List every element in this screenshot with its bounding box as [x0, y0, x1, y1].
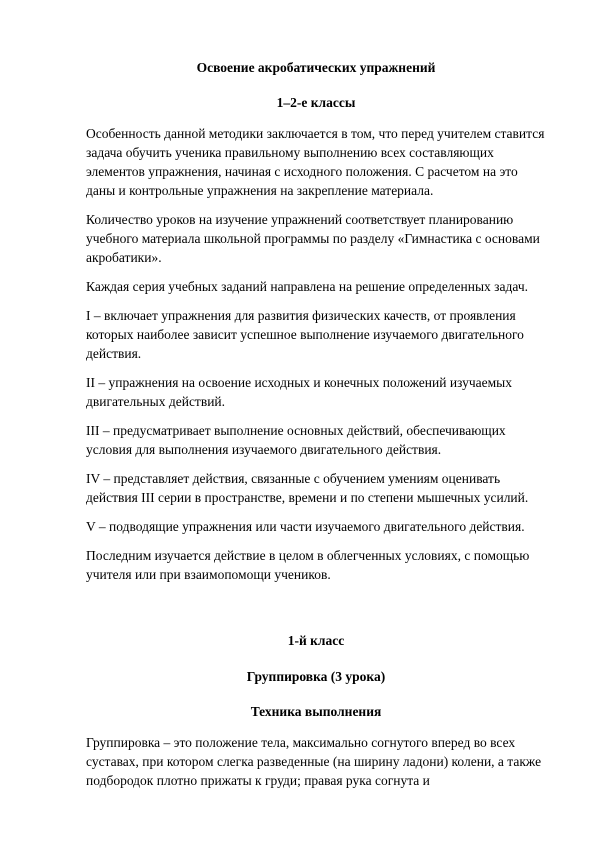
document-title: Освоение акробатических упражнений	[196, 60, 436, 75]
paragraph-methodology: Особенность данной методики заключается в том, что перед учителем ставится задача обучить ученика правильному выполнению всех составляющих элементов упражнения, начиная с исходного положения. С расчетом на это даны и контрольные упражнения на закрепление материала.	[86, 126, 545, 198]
paragraph-lesson-count: Количество уроков на изучение упражнений соответствует планированию учебного материала школьной программы по разделу «Гимнастика с основами акробатики».	[86, 212, 540, 265]
section-topic-heading: Группировка (3 урока)	[246, 669, 386, 684]
paragraph-series-2: II – упражнения на освоение исходных и конечных положений изучаемых двигательных действий.	[86, 375, 512, 409]
paragraph-grouping-definition: Группировка – это положение тела, максимально согнутого вперед во всех суставах, при котором слегка разведенные (на ширину ладони) колени, а также подбородок плотно прижаты к груди; правая рука согнута и	[86, 735, 542, 788]
section-spacer	[86, 594, 546, 631]
section-grade-heading: 1-й класс	[287, 633, 345, 648]
grade-range-heading: 1–2-е классы	[276, 95, 356, 110]
paragraph-series-intro: Каждая серия учебных заданий направлена на решение определенных задач.	[86, 279, 528, 294]
section-technique-heading: Техника выполнения	[250, 704, 382, 719]
paragraph-series-4: IV – представляет действия, связанные с обучением умениям оценивать действия III серии в пространстве, времени и по степени мышечных усилий.	[86, 471, 529, 505]
paragraph-series-3: III – предусматривает выполнение основных действий, обеспечивающих условия для выполнения изучаемого двигательного действия.	[86, 423, 506, 457]
document-body	[86, 58, 546, 800]
paragraph-series-1: I – включает упражнения для развития физических качеств, от проявления которых наиболее зависит успешное выполнение изучаемого двигательного действия.	[86, 308, 524, 361]
paragraph-final-stage: Последним изучается действие в целом в облегченных условиях, с помощью учителя или при взаимопомощи учеников.	[86, 548, 530, 582]
paragraph-series-5: V – подводящие упражнения или части изучаемого двигательного действия.	[86, 519, 525, 534]
